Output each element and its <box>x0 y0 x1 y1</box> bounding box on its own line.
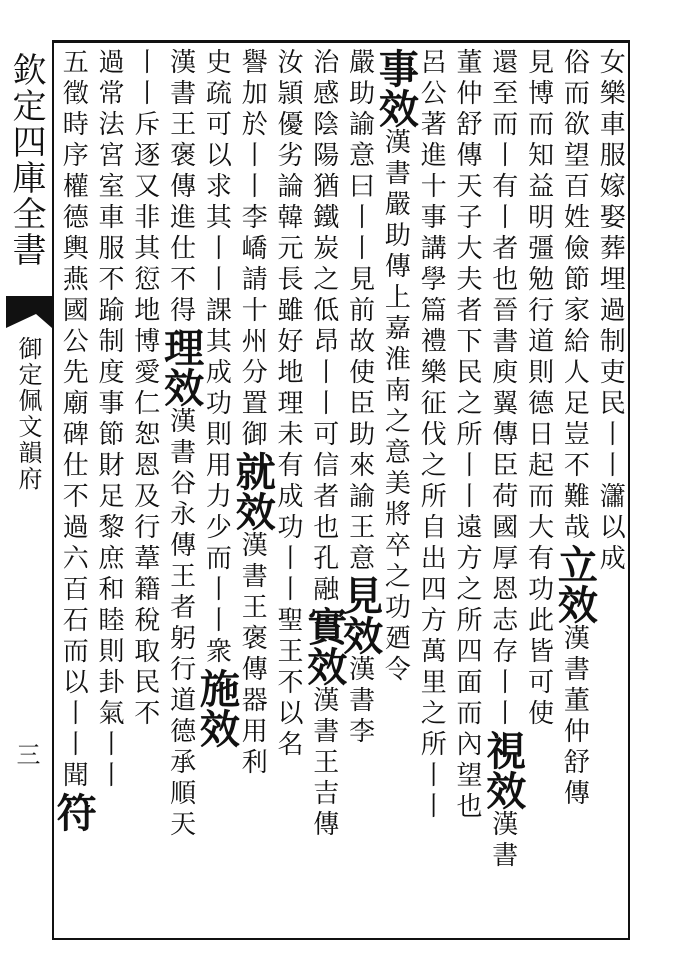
column-text: 漢書王褒傳器用利 <box>237 531 268 779</box>
column-text: 地博愛仁恕恩及行葦籍稅取民不 <box>129 296 160 730</box>
column-text: 女樂車服嫁娶葬埋過制吏民丨丨𤄙以成 <box>595 48 626 575</box>
entry-heading: 實效 <box>300 606 348 686</box>
entry-heading: 見效 <box>336 575 384 655</box>
entry-heading: 就效 <box>229 451 277 531</box>
column-text: 漢書 <box>487 810 518 872</box>
column-text: 丨丨斥逐又非其愆 <box>129 48 160 296</box>
entry-heading: 視效 <box>479 730 527 810</box>
column-text: 漢書王褒傳進仕不得 <box>165 48 196 327</box>
column-text: 漢書谷永傳王者躬行道德承順天 <box>165 407 196 841</box>
column-text: 譽加於丨丨李嶠請十州分置御 <box>237 48 268 451</box>
column-text: 漢書王吉傳 <box>308 686 339 841</box>
column-text: 則用力少而丨丨衆 <box>201 420 232 668</box>
entry-heading: 施效 <box>193 668 241 748</box>
column-text: 汝頴優劣論韓元長雖好地理未有成功丨丨 <box>273 48 303 606</box>
column-text: 嚴助諭意曰丨丨見前故使臣助來諭王意 <box>344 48 375 575</box>
entry-heading: 符 <box>50 792 98 832</box>
entry-heading: 立效 <box>551 544 599 624</box>
column-text: 呂公著進十事講學篇禮樂征伐之所自出四方萬里之所丨丨 <box>416 48 447 823</box>
column-text: 聖王不以名 <box>273 606 303 761</box>
column-text: 五徵時序權德輿燕國公先廟碑仕不過六百石而以丨丨聞 <box>58 48 89 792</box>
banxin-page-number: 三 <box>12 742 40 766</box>
column-text: 董仲舒傳天子大夫者下民之所丨丨遠方之所四面而內望也 <box>452 48 482 823</box>
fishtail-mark-icon <box>6 296 52 328</box>
entry-heading: 理效 <box>157 327 205 407</box>
column-text: 見博而知益明彊勉行道則德日起而大有功此皆可使 <box>523 48 554 730</box>
column-text: 俗而欲望百姓儉節家給人足豈不難哉 <box>559 48 590 544</box>
banxin-book-name: 御定佩文韻府 <box>14 336 42 492</box>
banxin-title: 欽定四庫全書 <box>6 52 46 268</box>
column-text: 還至而丨有丨者也晉書庾翼傳臣荷國厚恩志存丨丨 <box>487 48 518 730</box>
column-text: 過常法宮室車服不踰制度事節財足黎庶和睦則卦氣丨丨 <box>94 48 124 792</box>
entry-heading: 事效 <box>372 48 420 128</box>
column-text: 史疏可以求其丨丨課其成功 <box>201 48 232 420</box>
column-text: 漢書李 <box>344 655 375 748</box>
column-text: 漢書嚴助傳上嘉淮南之意美將卒之功廼令 <box>380 128 411 686</box>
column-text: 治感陰陽猶鐵炭之低昂丨丨可信者也孔融 <box>308 48 339 606</box>
column-text: 漢書董仲舒傳 <box>559 624 590 810</box>
text-column <box>48 48 98 932</box>
